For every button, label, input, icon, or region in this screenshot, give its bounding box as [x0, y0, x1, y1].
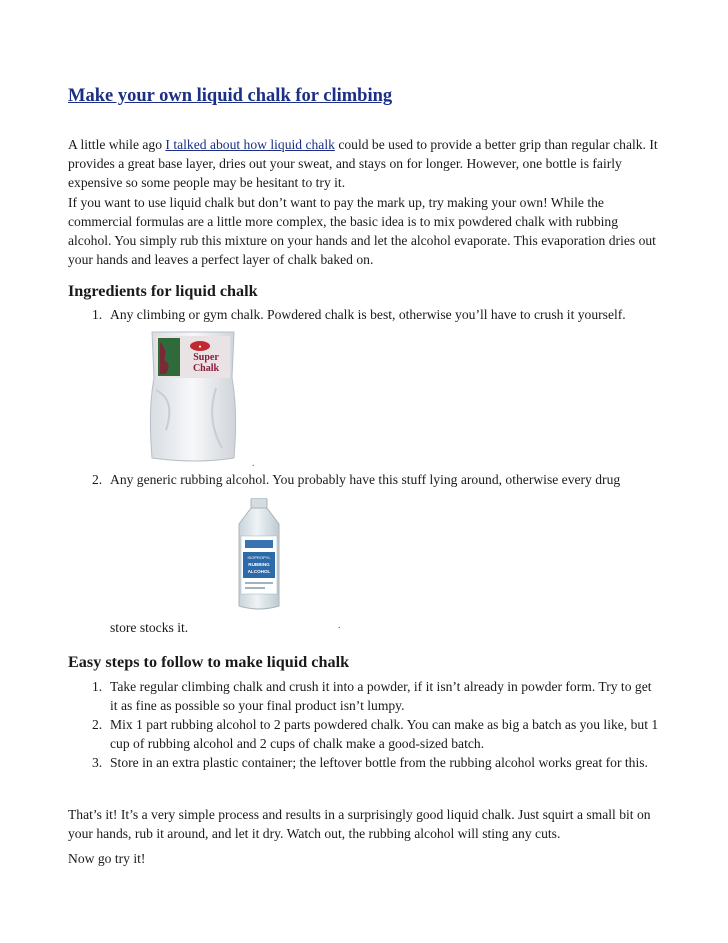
step-item-3: [92, 753, 660, 772]
bottle-label-line3: ALCOHOL: [247, 569, 271, 574]
image-dot: .: [338, 620, 341, 631]
rubbing-alcohol-bottle-image: [231, 498, 287, 612]
ingredients-heading: Ingredients for liquid chalk: [68, 282, 258, 300]
step-text: Store in an extra plastic container; the leftover bottle from the rubbing alcohol works great for this.: [110, 755, 648, 770]
list-number: 1.: [92, 307, 103, 322]
ingredient-text: Any climbing or gym chalk. Powdered chalk is best, otherwise you’ll have to crush it yourself.: [110, 307, 626, 322]
step-item-1: [92, 677, 660, 715]
step-item-2: [92, 715, 660, 753]
intro-before-link: A little while ago: [68, 137, 166, 152]
list-number: 3.: [92, 755, 103, 770]
intro-after-link: could be used to provide a better grip than regular chalk. It provides a great base layer, dries out your sweat, and stays on for longer. However, one bottle is fairly expensive so some people may be hesitant to try it.: [68, 137, 658, 190]
list-number: 1.: [92, 679, 103, 694]
image-dot: .: [252, 458, 255, 469]
chalk-label-line2: Chalk: [192, 363, 220, 374]
liquid-chalk-link[interactable]: I talked about how liquid chalk: [165, 137, 335, 152]
bottle-label-line2: RUBBING: [248, 562, 270, 567]
list-number: 2.: [92, 717, 103, 732]
ingredient-item-1: [92, 305, 660, 324]
steps-heading: Easy steps to follow to make liquid chalk: [68, 653, 350, 671]
ingredient-text: Any generic rubbing alcohol. You probably have this stuff lying around, otherwise every drug: [110, 472, 621, 487]
chalk-bag-image: [146, 330, 240, 464]
intro-paragraph: [68, 135, 660, 192]
bottle-label-line1: ISOPROPYL: [247, 555, 271, 560]
step-text: Take regular climbing chalk and crush it into a powder, if it isn’t already in powder form. Try to get it as fine as possible so your final product isn’t lumpy.: [110, 679, 652, 713]
outro-paragraph: That’s it! It’s a very simple process and results in a surprisingly good liquid chalk. Just squirt a small bit on your hands, rub it around, and let it dry. Watch out, the rubbing alcohol will sting any cuts.: [68, 807, 651, 841]
step-text: Mix 1 part rubbing alcohol to 2 parts powdered chalk. You can make as big a batch as you like, but 1 cup of rubbing alcohol and 2 cups of chalk make a good-sized batch.: [110, 717, 659, 751]
list-number: 2.: [92, 472, 103, 487]
page-title[interactable]: Make your own liquid chalk for climbing: [68, 86, 393, 106]
svg-text:●: ●: [198, 344, 202, 350]
ingredient-item-2: [92, 470, 660, 489]
ingredient-item-2-continued: store stocks it.: [110, 620, 189, 635]
chalk-label-line1: Super: [193, 352, 219, 363]
closing-line: Now go try it!: [68, 851, 146, 866]
body-paragraph: If you want to use liquid chalk but don’t want to pay the mark up, try making your own! While the commercial formulas are a little more complex, the basic idea is to mix powdered chalk with rubbing alcohol. You simply rub this mixture on your hands and let the alcohol evaporate. This evaporation dries out your hands and leaves a perfect layer of chalk baked on.: [68, 195, 656, 267]
